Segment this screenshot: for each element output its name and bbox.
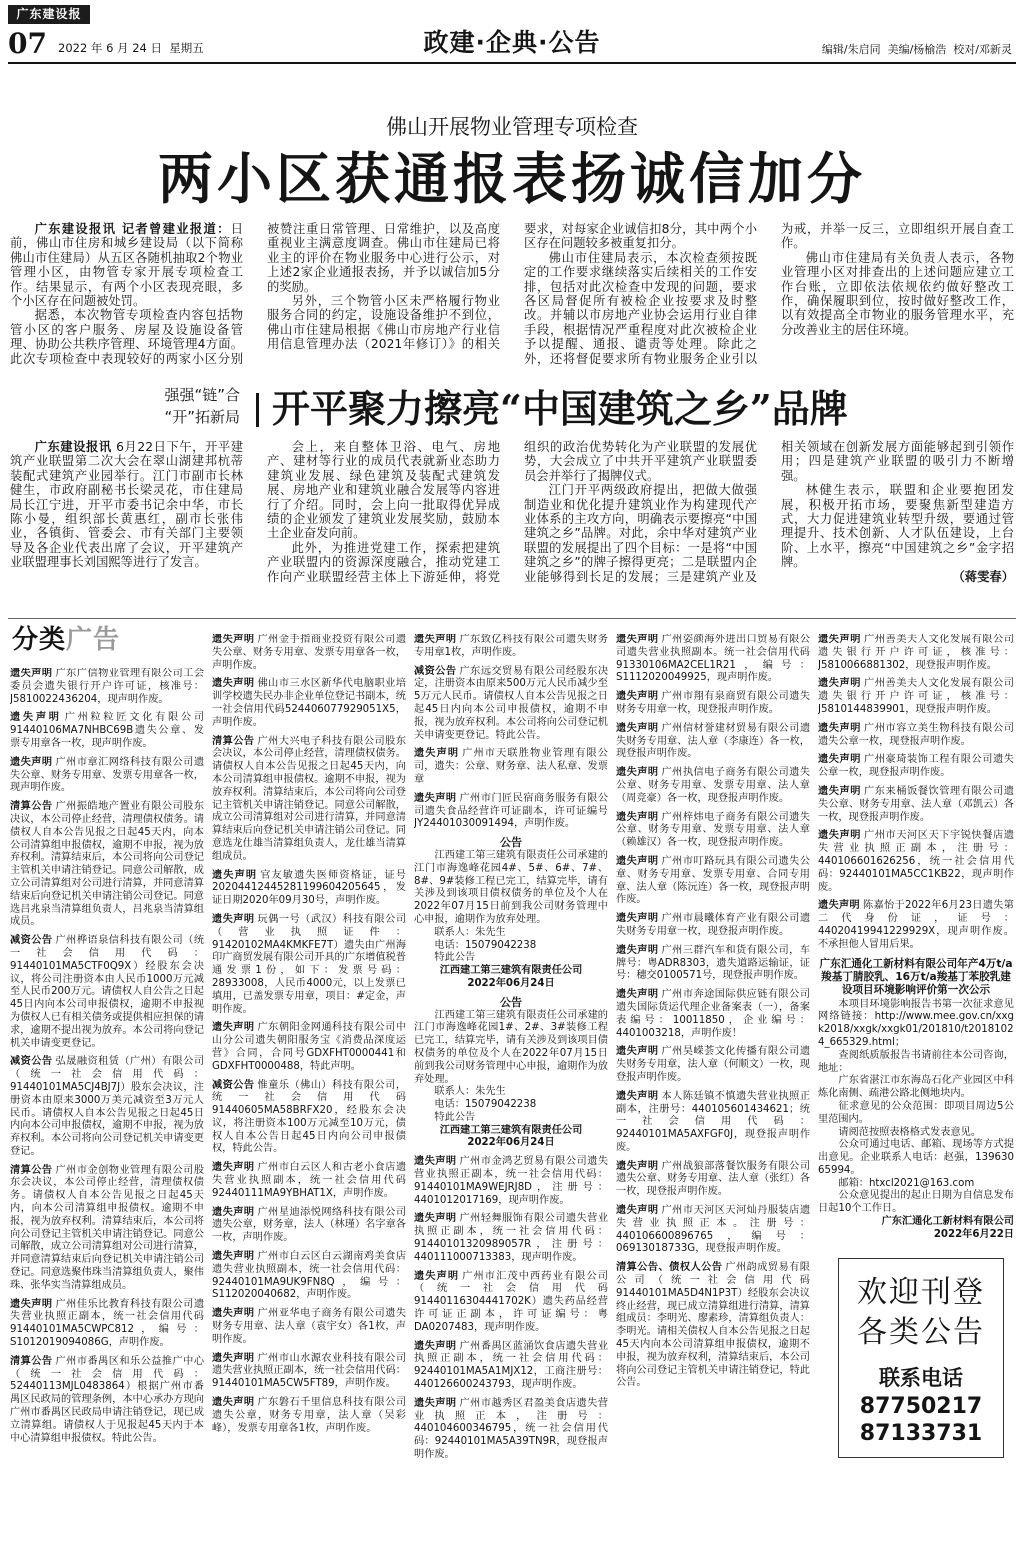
classified-ad-title: 遗失声明 (616, 767, 659, 779)
classified-ad-text (616, 691, 810, 717)
classified-ad-title: 遗失声明 (616, 691, 659, 703)
classified-ad-body: 广州梓炜电子商务有限公司遗失公章、财务专用章、发票专用章、法人章（赖雄汉）各一枚，现登报声明作废。 (616, 811, 810, 849)
classified-ad-body: 广州市天河区天河灿丹服装店遗失营业执照正本。注册号：440106600896765，编号：06913018733G，现登报声明作废。 (616, 1205, 810, 1255)
classified-ad (818, 634, 1014, 672)
article2-paragraph: 此外，为推进党建工作，探索把建筑产业联盟内的资源深度融合，推动党建工作向产业联盟经营主体上下游延伸，将党组织的政治优势转化为产业联盟的发展优势，大会成立了中共开平建筑产业联盟委员会并举行了揭牌仪式。 (267, 440, 757, 584)
environmental-notice-line: 查阅纸质版报告书请前往本公司咨询，地址： (818, 1049, 1014, 1074)
announcement-date: 2022年06月24日 (467, 977, 555, 989)
classified-ad (414, 793, 608, 831)
classified-ad-title: 清算公告 (10, 1355, 53, 1367)
classified-ad-title: 遗失声明 (212, 1308, 255, 1320)
classified-ad (616, 1262, 810, 1390)
classified-column-5 (818, 634, 1014, 1540)
classified-ad-text (818, 900, 1014, 951)
announcement-line: 联系人：朱先生 (434, 926, 506, 938)
classified-ad (818, 723, 1014, 749)
classified-ad (818, 830, 1014, 894)
classified-ad-text (616, 634, 810, 685)
classified-ad-text (616, 1262, 810, 1390)
classified-ad-text (212, 678, 406, 729)
classified-ad-title: 遗失声明 (616, 1090, 659, 1102)
classified-ad-body: 广州市白云区人和古老小食店遗失营业执照副本，统一社会信用代码92440111MA9YBHAT1X，声明作废。 (212, 1162, 406, 1199)
section-divider (8, 618, 1016, 619)
classified-ad-text (818, 754, 1014, 780)
classified-ad-text (818, 634, 1014, 672)
classified-ad-body: 广东磐石千里信息科技有限公司遗失公章，财务专用章，法人章（吴彩峰），发票专用章各1枚，声明作废。 (212, 1397, 406, 1434)
article2-paragraph-text: 6月22日下午，开平建筑产业联盟第二次大会在翠山湖建邦杭蒂装配式建筑产业园举行。江门市副市长林健生，市政府副秘书长梁灵花，市住建局局长江宁进，开平市委书记余中华，市长陈小曼，组织部长黄惠红，副市长张伟业，各镇街、管委会、市有关部门主要领导及各企业代表出席了会议，开平建筑产业联盟理事长刘国熙等进行了发言。 (10, 440, 243, 570)
classified-ad-body: 广州市容立美生物科技有限公司遗失公章一枚，现登报声明作废。 (818, 722, 1014, 747)
classified-ad-body: 广州市越秀区君盈美食店遗失营业执照正本，注册号：440104600346795，统一社会信用代码：92440101MA5A39TN9R，现登报声明作废。 (414, 1397, 608, 1461)
announcement-body: 江西建工第三建筑有限责任公司承建的江门市海逸峰花园4#、5#、6#、7#、8#、9#装修工程已完工，结算完毕，请有关涉及到该项目债权债务的单位及个人在2022年07月15日前到我公司财务管理中心申报，逾期作为放弃处理。 (414, 849, 608, 925)
classified-ad-body: 广州市叮路玩具有限公司遗失公章、财务专用章、发票专用章、合同专用章、法人章（陈沅连）各一枚，现登报声明作废。 (616, 855, 810, 906)
classified-ad-text (10, 757, 204, 795)
article2-kicker (130, 384, 240, 428)
classified-ad (212, 736, 406, 864)
classified-ad (818, 900, 1014, 951)
classified-ad (212, 914, 406, 1016)
classified-ad-body: 广州番禺区蓝涌饮食店遗失营业执照正副本，统一社会信用代码：92440101MA5A1MJX12，工商注册号：440126600243793，现声明作废。 (414, 1340, 608, 1391)
classified-ad-text (212, 736, 406, 864)
classified-ad-text (818, 830, 1014, 894)
classified-ad-text (10, 935, 204, 1050)
article1-paragraph: 另外，三个物管小区未严格履行物业服务合同的约定，设施设备维护不到位，佛山市住建局根据《佛山市房地产行业信用信息管理办法（2021年修订）》的相关要求，对每家企业诚信扣8分，其中两个小区存在问题较多被重复扣分。 (267, 222, 757, 352)
classified-ad-title: 遗失声明 (414, 792, 457, 804)
classified-ad (414, 1398, 608, 1462)
classified-ad-title: 遗失声明 (212, 1022, 255, 1034)
classified-ad-text (212, 1022, 406, 1073)
article1-paragraph: 佛山市住建局有关负责人表示，各物业管理小区对排查出的上述问题应建立工作台账，立即依法依规依约做好整改工作，确保履职到位，按时做好整改工作，以有效提高全市物业的服务管理水平，充分改善业主的居住环境。 (781, 250, 1014, 337)
classified-ad-text (10, 1356, 204, 1446)
classified-ad-body: 广州市天河区天下宇锐快餐店遗失营业执照正副本，注册号：440106601626256，统一社会信用代码：92440101MA5CC1KB22，现声明作废。 (818, 830, 1014, 893)
classified-ad-title: 遗失声明 (616, 989, 659, 1001)
classified-ad-body: 广州市晨曦体育产业有限公司遗失财务专用章一枚，现登报声明作废。 (616, 913, 810, 937)
article2-paragraph: 江门开平两级政府提出，把做大做强制造业和优化提升建筑业作为构建现代产业体系的主攻方向，明确表示要擦亮“中国建筑之乡”品牌。对此，余中华对建筑产业联盟的发展提出了四个目标：一是将“中国建筑之乡”的牌子擦得更亮；二是联盟内企业能够得到长足的发展；三是建筑产业及相关领域在创新发展方面能够起到引领作用；四是建筑产业联盟的吸引力不断增强。 (524, 440, 1014, 584)
classified-ad (10, 712, 204, 750)
announcement-signer: 江西建工第三建筑有限责任公司 (439, 965, 583, 977)
classified-ad-title: 遗失声明 (212, 678, 255, 690)
classifieds-title-b: 广告 (66, 625, 121, 655)
classified-ad-title: 遗失声明 (212, 1162, 255, 1174)
classified-ad-body: 惟童乐（佛山）科技有限公司，统一社会信用代码91440605MA58BRFX20，经股东会决议，将注册资本100万元减至10万元，债权人自本公告日起45日内向公司申报债权，特此公告。 (212, 1079, 406, 1155)
environmental-notice-signer: 广东汇通化工新材料有限公司 (881, 1216, 1014, 1228)
classified-ad (212, 1162, 406, 1200)
classified-ad-text (414, 748, 608, 786)
classified-ad-title: 遗失声明 (212, 1352, 255, 1364)
classified-ad-title: 遗失声明 (414, 1156, 457, 1168)
classified-ad (818, 754, 1014, 780)
classified-ad-body: 广州市番禺区和乐公益推广中心（统一社会信用代码：52440113MJL0483864）根据广州市番禺区民政局的管理条例，本中心承办方现向广州市番禺区民政局申请注销登记，现已成立清算组。请债权人于见报起45天内于本中心清算组申报债权。特此公告。 (10, 1355, 204, 1444)
headline-divider-bar (256, 393, 259, 427)
classified-ad (616, 856, 810, 907)
article2-body (10, 440, 1014, 612)
classified-ad (212, 1080, 406, 1157)
environmental-notice-line: 广东省湛江市东海岛石化产业园区中科炼化南侧、疏港公路北侧地块内。 (818, 1075, 1014, 1100)
classified-ad-text (616, 945, 810, 983)
classified-ad-text (616, 1205, 810, 1256)
classified-ad-body: 广州轻舞服饰有限公司遗失营业执照正副本，统一社会信用代码：91440101320989057R，注册号：440111000713383，现声明作废。 (414, 1213, 608, 1263)
classified-ad-body: 广州亚华电子商务有限公司遗失财务专用章、法人章（袁宇女）各1枚，声明作废。 (212, 1308, 406, 1345)
classified-ad-body: 广州市翔有泉商贸有限公司遗失财务专用章一枚，现登报声明作废。 (616, 691, 810, 715)
classified-ad-body: 广东朝阳金网通科技有限公司中山分公司遗失朝阳服务宝《消费品深度运营》合同，合同号GDXFHT0000441和GDXFHT0000488，特此声明。 (212, 1022, 406, 1072)
classified-ad-text (212, 1080, 406, 1157)
classified-ad-body: 广州姿颜海外进出口贸易有限公司遗失营业执照副本。统一社会信用代码91330106MA2CEL1R21，编号：S1112020049925，现声明作废。 (616, 634, 810, 684)
classified-ad-body: 广州粒粒匠文化有限公司91440106MA7NHBC69B遗失公章、发票专用章各一枚，现声明作废。 (10, 712, 204, 749)
classified-ad-title: 清算公告 (10, 1164, 53, 1176)
classified-ad-title: 遗失声明 (414, 634, 457, 645)
classified-ad (10, 668, 204, 706)
classified-ad-body: 广州执信电子商务有限公司遗失公章、财务专用章、发票专用章、法人章（周竞豪）各一枚，现登报声明作废。 (616, 767, 810, 804)
classified-ad-text (818, 786, 1014, 824)
article2-kicker-line: 强强“链”合 (164, 386, 240, 404)
classified-ad-text (10, 1165, 204, 1293)
announcement-line: 电话：15079042238 (434, 939, 537, 951)
classified-ad-body: 广州市金鸿艺贸易有限公司遗失营业执照正副本，统一社会信用代码：91440101MA9WEJRJ8D，注册号：4401012017169，现声明作废。 (414, 1156, 608, 1206)
article1-paragraph-text: 日前，佛山市住房和城乡建设局（以下简称佛山市住建局）从五区各随机抽取2个物业管理小区，由物管专家开展专项检查工作。结果显示，有两个小区表现亮眼，多个小区存在问题被处罚。 (10, 222, 243, 309)
classified-ad (616, 913, 810, 939)
classified-ad (10, 757, 204, 795)
classified-ad-text (414, 1156, 608, 1207)
classified-ad (616, 1046, 810, 1084)
classified-ad-text (616, 856, 810, 907)
classified-ad (212, 678, 406, 729)
article2-byline: （蒋雯春） (952, 569, 1014, 584)
classified-ad-text (414, 634, 608, 660)
classified-ad-title: 遗失声明 (818, 634, 862, 645)
classified-ad-text (10, 1056, 204, 1158)
classified-ad (616, 1091, 810, 1155)
classified-ad-text (616, 1046, 810, 1084)
classified-ad (616, 767, 810, 805)
classified-ad-text (212, 634, 406, 672)
classified-ad-title: 遗失声明 (212, 869, 258, 881)
classified-ad-body: 广州三群汽车和货有限公司，车牌号：粤ADR8303，遗失道路运输证，证号：穗交0100571号，现登报声明作废。 (616, 944, 810, 982)
article1-lead: 广东建设报讯 记者曾建业报道： (34, 222, 231, 236)
classified-ad (414, 837, 608, 991)
classified-ad-body: 广州善美夫人文化发展有限公司遗失银行开户许可证，核准号：J5810144839901，现登报声明作废。 (818, 678, 1014, 715)
classified-ad (616, 989, 810, 1040)
environmental-notice-date: 2022年6月22日 (933, 1228, 1014, 1240)
classified-column-2 (212, 634, 406, 1540)
environmental-notice-line: 请阅范按照表格格式发表意见。 (838, 1126, 982, 1138)
classified-ad (414, 748, 608, 786)
classified-ad-body: 玩偶一号（武汉）科技有限公司（营业执照证件：91420102MA4KMKFE7T）遗失由广州海印广商贸发展有限公司开具的广东增值税普通发票1份，如下：发票号码：28933008，人民币4000元，以上发票已填用，已盖发票专用章，项目：#定金，声明作废。 (212, 913, 406, 1015)
article1-headline: 两小区获通报表扬诚信加分 (157, 146, 866, 211)
header-divider (8, 62, 1016, 64)
classified-ad-title: 遗失声明 (818, 678, 862, 690)
classified-ad-body: 广州战狼部落餐饮服务有限公司遗失公章、财务专用章、法人章（张红）各一枚，现登报声明作废。 (616, 1160, 810, 1198)
classified-ad (616, 1161, 810, 1199)
classified-ad-text (414, 1213, 608, 1264)
classified-ad-title: 遗失声明 (414, 1213, 457, 1225)
classified-ad-body: 官友敏遗失医师资格证，证号20204412445281199604205645，发证日期2020年09月30号，声明作废。 (212, 869, 406, 907)
classifieds-title-a: 分类 (12, 625, 67, 655)
classified-ad-title: 遗失声明 (616, 634, 659, 645)
classified-ad-body: 佛山市三水区新华代电脑职业培训学校遗失民办非企业单位登记书副本，统一社会信用代码524406077929051X5，声明作废。 (212, 678, 406, 728)
classified-ad (414, 1341, 608, 1392)
advertise-promo-box (838, 1258, 1004, 1458)
issue-date: 2022 年 6 月 24 日 星期五 (58, 41, 204, 55)
classified-ad (616, 812, 810, 850)
classified-ad-text (10, 801, 204, 929)
classified-ad (414, 997, 608, 1151)
classified-ad-text (616, 812, 810, 850)
classified-ad-title: 减资公告 (10, 1056, 53, 1068)
classified-ad (414, 1156, 608, 1207)
classified-ad-title: 遗失声明 (212, 1251, 255, 1263)
classified-ad-text (414, 1271, 608, 1335)
classified-ad (212, 1251, 406, 1302)
announcement-body: 江西建工第三建筑有限责任公司承建的江门市海逸峰花园1#、2#、3#装修工程已完工，结算完毕，请有关涉及到该项目债权债务的单位及个人在2022年07月15日前到我公司财务管理中心申报，逾期作为放弃处理。 (414, 1009, 608, 1085)
announcement-heading: 公告 (500, 995, 522, 1009)
classified-ad-title: 遗失声明 (818, 754, 862, 766)
classified-ad-title: 遗失声明 (818, 722, 862, 734)
classified-ad-title: 遗失声明 (616, 1046, 659, 1058)
classified-ad (10, 1299, 204, 1350)
classified-ad-body: 广州市汇茂中西药业有限公司（统一社会信用代码91440116304441702K）遗失药品经营许可证正副本，许可证编号：粤DA0207483，现声明作废。 (414, 1270, 608, 1333)
classified-ad-text (212, 870, 406, 908)
classified-ad-title: 遗失声明 (414, 748, 460, 760)
environmental-notice-line: 公众可通过电话、邮箱、现场等方式提出意见。企业联系人电话：赵强，13963065994。 (818, 1139, 1014, 1176)
classified-ad (616, 634, 810, 685)
announcement-line: 特此公告 (434, 952, 476, 964)
classified-ad-title: 遗失声明 (616, 1160, 659, 1172)
classified-ad-text (616, 767, 810, 805)
classified-ad-body: 广州大兴电子科技有限公司股东会决议，本公司停止经营，清理债权债务。请债权人自本公告见报之日起45天内，向本公司清算组申报债权。逾期不申报，视为放弃权利。清算结束后，本公司将向公司登记主管机关申请注销登记。同意公司解散，成立公司清算组对公司进行清算，并同意清算结束后向登记机关申请注销公司登记。同意选龙仕雄当清算组负责人，龙仕雄当清算组成员。 (212, 735, 406, 862)
newspaper-logo: 广东建设报 (8, 5, 90, 24)
classified-ad-body: 广州信材誉建材贸易有限公司遗失财务专用章、法人章（李康连）各一枚，现登报声明作废。 (616, 722, 810, 760)
promo-phone-label: 联系电话 (879, 1365, 963, 1390)
classified-ad-text (616, 1091, 810, 1155)
classified-ad-text (212, 1353, 406, 1391)
classified-ad (414, 1271, 608, 1335)
classified-ad-body: 广州豪琦装饰工程有限公司遗失公章一枚，现登报声明作废。 (818, 754, 1014, 779)
classified-ad-title: 遗失声明 (414, 1270, 460, 1282)
classified-ad (212, 1353, 406, 1391)
classified-ad-body: 广州金手指商业投资有限公司遗失公章、财务专用章、发票专用章各一枚，声明作废。 (212, 634, 406, 671)
classified-ad (212, 1308, 406, 1346)
classified-ad-body: 广州韵成贸易有限公司（统一社会信用代码91440101MA5D4N1P3T）经股东会决议终止经营，现已成立清算组进行清算，清算组成员：李明光、廖素珍，清算组负责人：李明光。请相关债权人自本公告见报之日起45天内向本公司清算组申报债权，逾期不申报，视为放弃权利，清算结束后，本公司将向公司登记主管机关申请注销登记，特此公告。 (616, 1262, 810, 1389)
article2-kicker-line: “开”拓新局 (164, 408, 240, 426)
classified-ad-body: 广州市金创物业管理有限公司股东会决议，本公司停止经营，清理债权债务。请债权人自本公告见报之日起45天内，向本公司清算组申报债权。逾期不申报，视为放弃权利。清算结束后，本公司将向公司登记主管机关申请注销登记。同意公司解散，成立公司清算组对公司进行清算，并同意清算结束后向登记机关申请注销公司登记。同意选聚伟珠当清算组负责人，聚伟珠、张华实当清算组成员。 (10, 1164, 204, 1291)
announcement-line: 电话：15079042238 (434, 1099, 537, 1111)
classified-ad-body: 广州善美夫人文化发展有限公司遗失银行开户许可证，核准号：J5810066881302，现登报声明作废。 (818, 634, 1014, 671)
classified-ad-text (212, 914, 406, 1016)
classified-ad-text (10, 668, 204, 706)
classified-ad-title: 清算公告 (212, 735, 255, 747)
classified-ad (10, 1165, 204, 1293)
article1-body (10, 222, 1014, 382)
article2-paragraph (10, 440, 243, 570)
announcement-line: 联系人：朱先生 (434, 1086, 506, 1098)
classified-ad-text (414, 793, 608, 831)
article1-paragraph (10, 222, 243, 308)
classified-ad-title: 遗失声明 (818, 785, 862, 797)
classified-column-4 (616, 634, 810, 1540)
classified-ad-body: 广州佳乐比教育科技有限公司遗失营业执照正副本，统一社会信用代码91440101MA5CWPC812，编号：S1012019094086G，声明作废。 (10, 1298, 204, 1349)
classified-ad (10, 1356, 204, 1446)
article1-subtitle: 佛山开展物业管理专项检查 (386, 115, 638, 139)
classified-ad-body: 广州市白云区白云湖南鸡美食店遗失营业执照副本，统一社会信用代码：92440101MA9UK9FN8Q，编号：S112020040682，声明作废。 (212, 1251, 406, 1301)
classified-ad-title: 遗失声明 (616, 811, 659, 823)
classified-ad-text (212, 1162, 406, 1200)
article2-paragraph: 会上，来自整体卫浴、电气、房地产、建材等行业的成员代表就新业态助力建筑业发展、绿色建筑及装配式建筑发展、房地产业和建筑业融合发展等内容进行了介绍。同时，会上向一批取得优异成绩的企业颁发了建筑业发展奖励，鼓励本土企业奋发向前。 (267, 440, 500, 541)
classified-ad-body: 广州市山水源农业科技有限公司遗失营业执照正副本，统一社会信用代码：91440101MA5CW5FT89，声明作废。 (212, 1352, 406, 1390)
classified-ad-title: 减资公告 (414, 665, 457, 677)
classified-ad-body: 陈嘉怡于2022年6月23日遗失第二代身份证，证号：44020419941229929X，现声明作废。不承担他人冒用后果。 (818, 900, 1014, 950)
classified-ad-title: 清算公告、债权人公告 (616, 1262, 723, 1274)
classified-ad-body: 本人陈廷镇不慎遗失营业执照正副本，注册号：440105601434621；统一社会信用代码：92440101MA5AXFGF0J，现登报声明作废。 (616, 1090, 810, 1153)
article1-paragraph: 据悉，本次物管专项检查内容包括物管小区的客户服务、房屋及设施设备管理、协助公共秩序管理、环境管理4方面。此次专项检查中表现较好的两家小区分别被赞注重日常管理、日常维护，以及高度重视业主满意度调查。佛山市住建局已将业主的评价在物业服务中心进行公示，对上述2家企业通报表扬，并予以诚信加5分的奖励。 (10, 222, 500, 366)
classified-ad (818, 678, 1014, 716)
classified-ad (212, 870, 406, 908)
classified-ad-title: 遗失声明 (212, 634, 255, 645)
classified-ad (616, 945, 810, 983)
classified-ad-title: 遗失声明 (10, 712, 62, 724)
classified-ad-title: 遗失声明 (414, 1340, 457, 1352)
classified-ad (616, 691, 810, 717)
classified-ad-title: 减资公告 (10, 935, 53, 947)
classified-ad (414, 1213, 608, 1264)
classified-ad (616, 1205, 810, 1256)
classified-ad-text (616, 989, 810, 1040)
classified-ad-title: 遗失声明 (414, 1397, 457, 1409)
classified-ad-text (616, 1161, 810, 1199)
classified-ad-text (10, 712, 204, 750)
article2-lead: 广东建设报讯 (34, 440, 112, 454)
classified-ad-text (616, 913, 810, 939)
classified-ad-text (212, 1207, 406, 1245)
promo-line: 欢迎刊登 (857, 1274, 985, 1310)
classified-ad (10, 935, 204, 1050)
classified-ad (414, 666, 608, 743)
classified-ad (414, 634, 608, 660)
environmental-notice-line: 征求意见的公众范围：即项目周边5公里范围内。 (818, 1100, 1014, 1125)
classified-ad-body: 广州市奔途国际供应链有限公司遗失国际货运代理企业备案表（一），备案表编号：10011850，企业编号：4401003218，声明作废！ (616, 989, 810, 1039)
announcement-heading: 公告 (500, 836, 522, 850)
classified-ad-title: 遗失声明 (616, 944, 659, 956)
announcement-date: 2022年06月24日 (467, 1137, 555, 1149)
classified-ad-text (616, 723, 810, 761)
classified-ad-title: 遗失声明 (616, 855, 659, 867)
environmental-notice-line: 本项目环境影响报告书第一次征求意见网络链接：http://www.mee.gov.cn/xxgk2018/xxgk/xxgk01/201810/t20181024_665329.html； (818, 998, 1014, 1048)
announcement-line: 特此公告 (434, 1111, 476, 1123)
classified-ad (212, 1207, 406, 1245)
classifieds-title (12, 624, 120, 656)
environmental-notice-line: 邮箱：htxcl2021@163.com (838, 1177, 975, 1189)
classified-ad-title: 遗失声明 (818, 900, 860, 912)
section-title: 政建·企典·公告 (423, 28, 601, 57)
classified-ad-text (414, 1341, 608, 1392)
classified-ad-body: 弘晟融资租赁（广州）有限公司（统一社会信用代码：91440101MA5CJ4BJ7J）股东会决议，注册资本由原来3000万美元减资至3万元人民币。请债权人自本公告见报之日起45日内向本公司申报债权，逾期不申报，视为放弃权利。本公司将向公司登记机关申请变更登记。 (10, 1056, 204, 1157)
classified-ad-text (818, 678, 1014, 716)
classified-ad-title: 遗失声明 (616, 722, 659, 734)
classified-ad-text (212, 1251, 406, 1302)
classified-ad (10, 1056, 204, 1158)
classified-column-5-ads (818, 634, 1014, 952)
classified-ad (10, 801, 204, 929)
environmental-notice (818, 958, 1014, 1242)
classified-ad-body: 广州振皓地产置业有限公司股东决议，本公司停止经营，清理债权债务。请债权人自本公告见报之日起45天内，向本公司清算组申报债权，逾期不申报，视为放弃权利。清算结束后，本公司将向公司登记主管机关申请注销登记。同意公司解散，成立公司清算组对公司进行清算，并同意清算结束后向登记机关申请注销公司登记。同意选吕兆泉当清算组负责人，吕兆泉当清算组成员。 (10, 801, 204, 928)
classified-ad-body: 广州桦语泉信科技有限公司（统一社会信用代码：91440101MA5CTF0Q9X）经股东会决议，将公司注册资本由人民币1000万元减至人民币200万元。请债权人自公告之日起45日内向本公司申报债权，逾期不申报视为债权人已有相关债务或提供相应担保的请求，逾期不提出视为放弃。本公司将向登记机关申请变更登记。 (10, 935, 204, 1049)
classified-ad-text (414, 1398, 608, 1462)
promo-phone-number: 87750217 (859, 1393, 983, 1419)
classified-ad (212, 1022, 406, 1073)
classified-ad-body: 广东广信物业管理有限公司工会委员会遗失银行开户许可证，核准号：J5810022436204，现声明作废。 (10, 668, 204, 705)
article1-paragraph: 佛山市住建局表示，本次检查须按既定的工作要求继续落实后续相关的工作安排，包括对此次检查中发现的问题，要求各区局督促所有被检企业按要求及时整改。并辅以市房地产业协会运用行业自律手段，根据情况严重程度对此次被检企业予以提醒、通报、谴责等处理。除此之外，还将督促要求所有物业服务企业引以为戒，并举一反三，立即组织开展自查工作。 (524, 222, 1014, 366)
classified-ad-body: 广州市章汇网络科技有限公司遗失公章、财务专用章、发票专用章各一枚，现声明作废。 (10, 756, 204, 794)
classified-ad-body: 广州昊嵘荟文化传播有限公司遗失财务专用章，法人章（何顺文）一枚，现登报声明作废。 (616, 1046, 810, 1083)
classified-ad-body: 广州市天联胜物业管理有限公司，遗失：公章、财务章、法人私章、发票章 (414, 748, 608, 785)
classified-column-1 (10, 668, 204, 1540)
classified-ad-body: 广州市门匠民宿商务服务有限公司遗失食品经营许可证副本，许可证编号JY24401030091494，声明作废。 (414, 792, 608, 830)
classified-ad-title: 遗失声明 (616, 913, 659, 925)
classified-ad-title: 遗失声明 (10, 756, 53, 768)
editor-credits: 编辑/朱启同 美编/杨榆浩 校对/邓新灵 (821, 43, 1012, 56)
classified-ad (616, 723, 810, 761)
article2-headline: 开平聚力擦亮“中国建筑之乡”品牌 (272, 386, 848, 431)
classified-ad-title: 减资公告 (212, 1079, 255, 1091)
classified-ad-body: 广州星迪添悦网络科技有限公司遗失公章，财务章，法人（林瑾）名字章各一枚，声明作废。 (212, 1206, 406, 1244)
classified-ad-body: 广东来桶饭餐饮管理有限公司遗失公章、财务专用章、法人章（邓凯云）各一枚，现登报声明作废。 (818, 785, 1014, 823)
article2-paragraph: 林健生表示，联盟和企业要抱团发展，积极开拓市场，要聚焦新型建造方式，大力促进建筑业转型升级，要通过管理提升、技术创新、人才队伍建设，上台阶、上水平，擦亮“中国建筑之乡”金字招牌。 (781, 483, 1014, 570)
classified-ad-text (212, 1397, 406, 1435)
promo-line: 各类公告 (857, 1314, 985, 1350)
classified-ad-text (212, 1308, 406, 1346)
environmental-notice-title: 广东汇通化工新材料有限公司年产4万t/a羧基丁腈胶乳、16万t/a羧基丁苯胶乳建设项目环境影响评价第一次公示 (819, 957, 1013, 996)
promo-phone-number: 87133731 (859, 1420, 983, 1446)
classified-ad-text (414, 666, 608, 743)
classified-ad-body: 广东致亿科技有限公司遗失财务专用章1枚，声明作废。 (414, 634, 608, 658)
classified-ad (212, 1397, 406, 1435)
classified-ad-title: 遗失声明 (616, 1205, 659, 1217)
classified-ad-title: 遗失声明 (212, 1206, 255, 1218)
classified-ad-body: 广东远交贸易有限公司经股东决定，注册资本由原来500万元人民币减少至5万元人民币。请债权人自本公告见报之日起45日内向本公司申报债权，逾期不申报，视为放弃权利。本公司将向公司登记机关申请变更登记。特此公告。 (414, 665, 608, 741)
classified-ad (212, 634, 406, 672)
classified-ad-text (818, 723, 1014, 749)
classified-ad-title: 清算公告 (10, 801, 53, 813)
classified-ad-title: 遗失声明 (212, 1397, 255, 1409)
classified-ad-title: 遗失声明 (818, 830, 862, 842)
classified-column-3 (414, 634, 608, 1540)
classified-ad-title: 遗失声明 (212, 913, 255, 925)
classified-ad (818, 786, 1014, 824)
page-number: 07 (8, 27, 47, 60)
environmental-notice-line: 公众意见提出的起止日期为自信息发布日起10个工作日。 (818, 1190, 1014, 1215)
announcement-signer: 江西建工第三建筑有限责任公司 (439, 1124, 583, 1136)
classified-ad-title: 遗失声明 (10, 668, 53, 679)
classified-ad-text (10, 1299, 204, 1350)
classified-ad-title: 遗失声明 (10, 1298, 53, 1310)
